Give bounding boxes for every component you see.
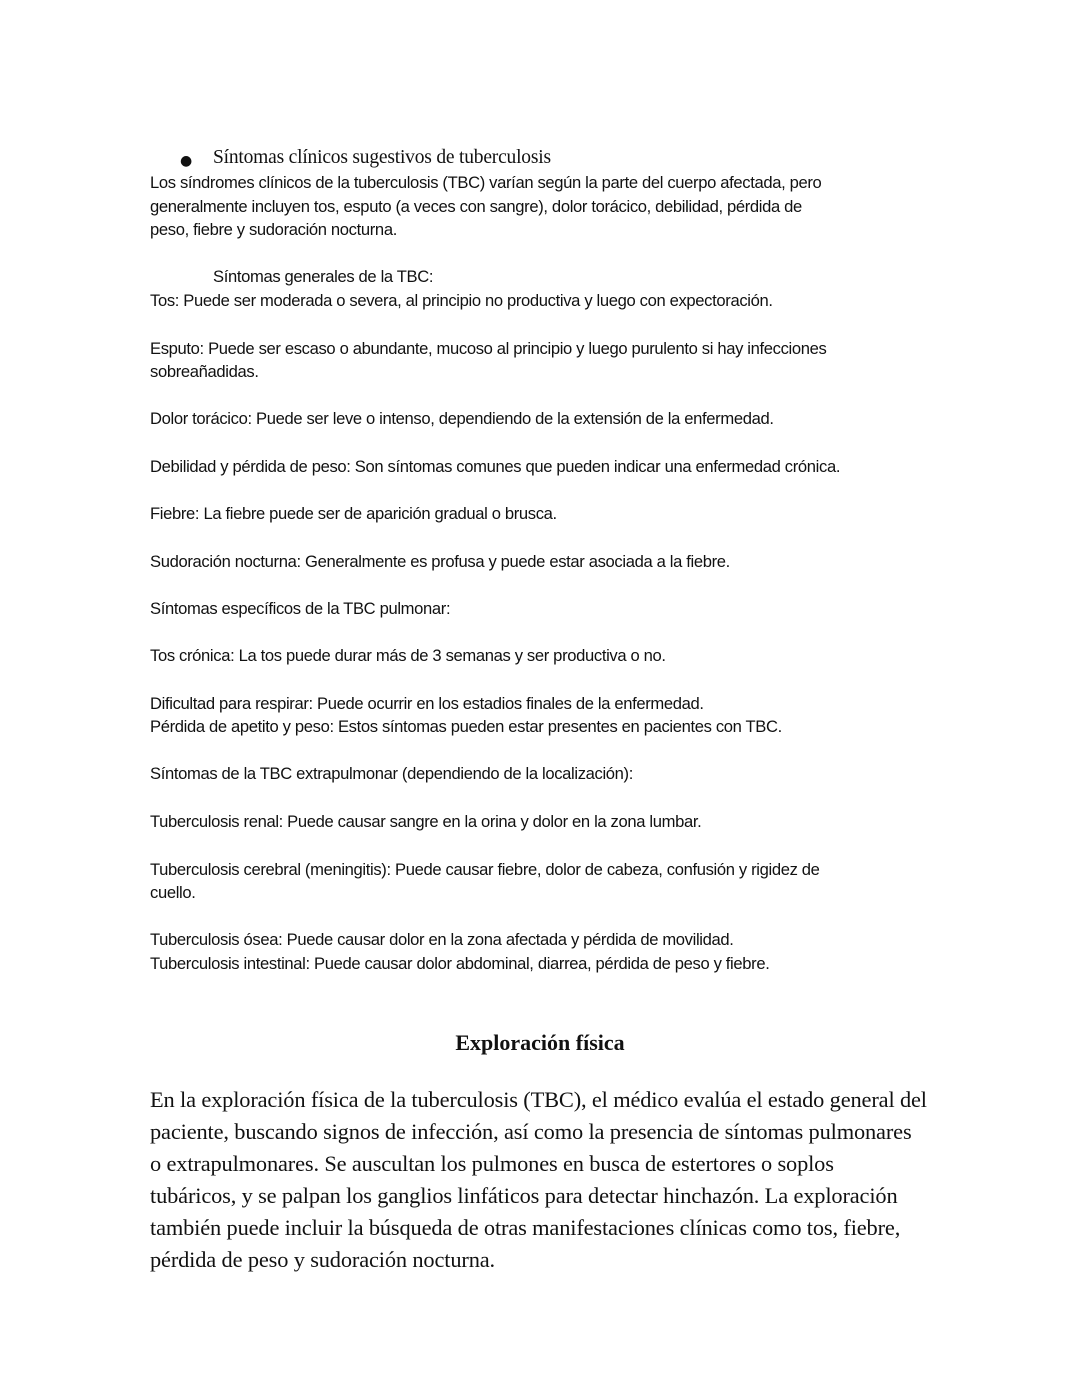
exploration-line: tubáricos, y se palpan los ganglios linfáticos para detectar hinchazón. La exploración (150, 1183, 898, 1208)
symptom-item: Esputo: Puede ser escaso o abundante, mucoso al principio y luego purulento si hay infecciones (150, 339, 827, 358)
symptom-item: Tos: Puede ser moderada o severa, al principio no productiva y luego con expectoración. (150, 291, 773, 310)
extrapulmonary-item: Tuberculosis ósea: Puede causar dolor en la zona afectada y pérdida de movilidad. (150, 930, 734, 949)
exploration-line: o extrapulmonares. Se auscultan los pulmones en busca de estertores o soplos (150, 1151, 834, 1176)
intro-line: generalmente incluyen tos, esputo (a veces con sangre), dolor torácico, debilidad, pérdida de (150, 197, 802, 216)
pulmonary-item: Tos crónica: La tos puede durar más de 3 semanas y ser productiva o no. (150, 646, 666, 665)
extrapulmonary-item: Tuberculosis renal: Puede causar sangre en la orina y dolor en la zona lumbar. (150, 812, 702, 831)
symptom-item: Debilidad y pérdida de peso: Son síntomas comunes que pueden indicar una enfermedad crónica. (150, 457, 841, 476)
exploration-line: también puede incluir la búsqueda de otras manifestaciones clínicas como tos, fiebre, (150, 1215, 901, 1240)
extrapulmonary-item: Tuberculosis intestinal: Puede causar dolor abdominal, diarrea, pérdida de peso y fiebre. (150, 954, 770, 973)
exploration-line: paciente, buscando signos de infección, así como la presencia de síntomas pulmonares (150, 1119, 912, 1144)
exploration-line: pérdida de peso y sudoración nocturna. (150, 1247, 495, 1272)
extrapulmonary-item: Tuberculosis cerebral (meningitis): Puede causar fiebre, dolor de cabeza, confusión y rigidez de (150, 860, 820, 879)
bullet-icon: ● (180, 153, 193, 169)
extrapulmonary-item-continuation: cuello. (150, 883, 196, 902)
intro-line: peso, fiebre y sudoración nocturna. (150, 220, 397, 239)
pulmonary-item: Dificultad para respirar: Puede ocurrir en los estadios finales de la enfermedad. (150, 694, 704, 713)
symptom-item: Dolor torácico: Puede ser leve o intenso, dependiendo de la extensión de la enfermedad. (150, 409, 774, 428)
section-title-exploration: Exploración física (455, 1030, 625, 1055)
symptom-item: Sudoración nocturna: Generalmente es profusa y puede estar asociada a la fiebre. (150, 552, 730, 571)
general-symptoms-heading: Síntomas generales de la TBC: (213, 267, 434, 286)
symptom-item: Fiebre: La fiebre puede ser de aparición gradual o brusca. (150, 504, 557, 523)
extrapulmonary-symptoms-heading: Síntomas de la TBC extrapulmonar (dependiendo de la localización): (150, 764, 633, 783)
exploration-line: En la exploración física de la tuberculosis (TBC), el médico evalúa el estado general del (150, 1087, 927, 1112)
intro-line: Los síndromes clínicos de la tuberculosis (TBC) varían según la parte del cuerpo afectada, pero (150, 173, 822, 192)
symptom-item-continuation: sobreañadidas. (150, 362, 259, 381)
pulmonary-symptoms-heading: Síntomas específicos de la TBC pulmonar: (150, 599, 451, 618)
pulmonary-item: Pérdida de apetito y peso: Estos síntomas pueden estar presentes en pacientes con TBC. (150, 717, 782, 736)
bullet-heading: Síntomas clínicos sugestivos de tuberculosis (213, 147, 551, 168)
